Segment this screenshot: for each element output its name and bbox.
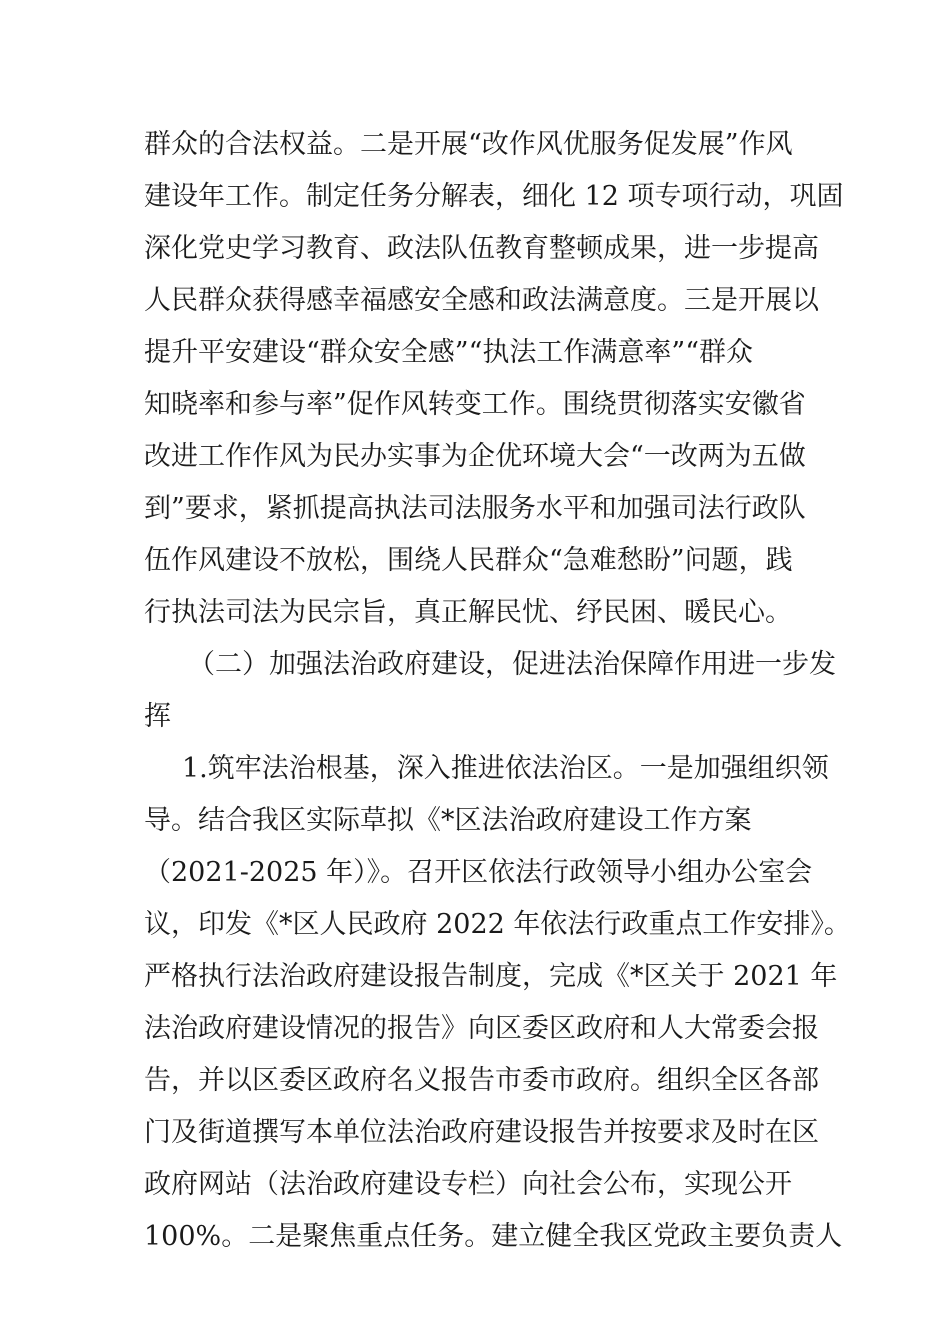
text-line: 100%。二是聚焦重点任务。建立健全我区党政主要负责人 (144, 1221, 843, 1252)
text-line: 提升平安建设“群众安全感”“执法工作满意率”“群众 (144, 337, 754, 368)
text-line: 改进工作作风为民办实事为企优环境大会“一改两为五做 (144, 441, 806, 472)
text-line: 行执法司法为民宗旨，真正解民忧、纾民困、暖民心。 (144, 597, 792, 628)
text-line: 群众的合法权益。二是开展“改作风优服务促发展”作风 (144, 129, 793, 160)
section-heading-continuation: 挥 (144, 701, 171, 732)
text-line: 告，并以区委区政府名义报告市委市政府。组织全区各部 (144, 1065, 819, 1096)
text-line: 深化党史学习教育、政法队伍教育整顿成果，进一步提高 (144, 233, 819, 264)
text-line: 知晓率和参与率”促作风转变工作。围绕贯彻落实安徽省 (144, 389, 806, 420)
text-line: 导。结合我区实际草拟《*区法治政府建设工作方案 (144, 805, 752, 836)
text-line: 门及街道撰写本单位法治政府建设报告并按要求及时在区 (144, 1117, 819, 1148)
text-line: 人民群众获得感幸福感安全感和政法满意度。三是开展以 (144, 285, 819, 316)
text-line: 伍作风建设不放松，围绕人民群众“急难愁盼”问题，践 (144, 545, 793, 576)
section-heading: （二）加强法治政府建设，促进法治保障作用进一步发 (188, 649, 836, 680)
text-line: 政府网站（法治政府建设专栏）向社会公布，实现公开 (144, 1169, 792, 1200)
text-line: 议，印发《*区人民政府 2022 年依法行政重点工作安排》。 (144, 909, 851, 940)
text-line: 到”要求，紧抓提高执法司法服务水平和加强司法行政队 (144, 493, 806, 524)
text-line: 法治政府建设情况的报告》向区委区政府和人大常委会报 (144, 1013, 819, 1044)
text-line: 严格执行法治政府建设报告制度，完成《*区关于 2021 年 (144, 961, 838, 992)
text-line: （2021-2025 年）》。召开区依法行政领导小组办公室会 (144, 857, 813, 888)
text-line: 建设年工作。制定任务分解表，细化 12 项专项行动，巩固 (144, 181, 844, 212)
subsection-heading: 1.筑牢法治根基，深入推进依法治区。一是加强组织领 (182, 753, 829, 784)
